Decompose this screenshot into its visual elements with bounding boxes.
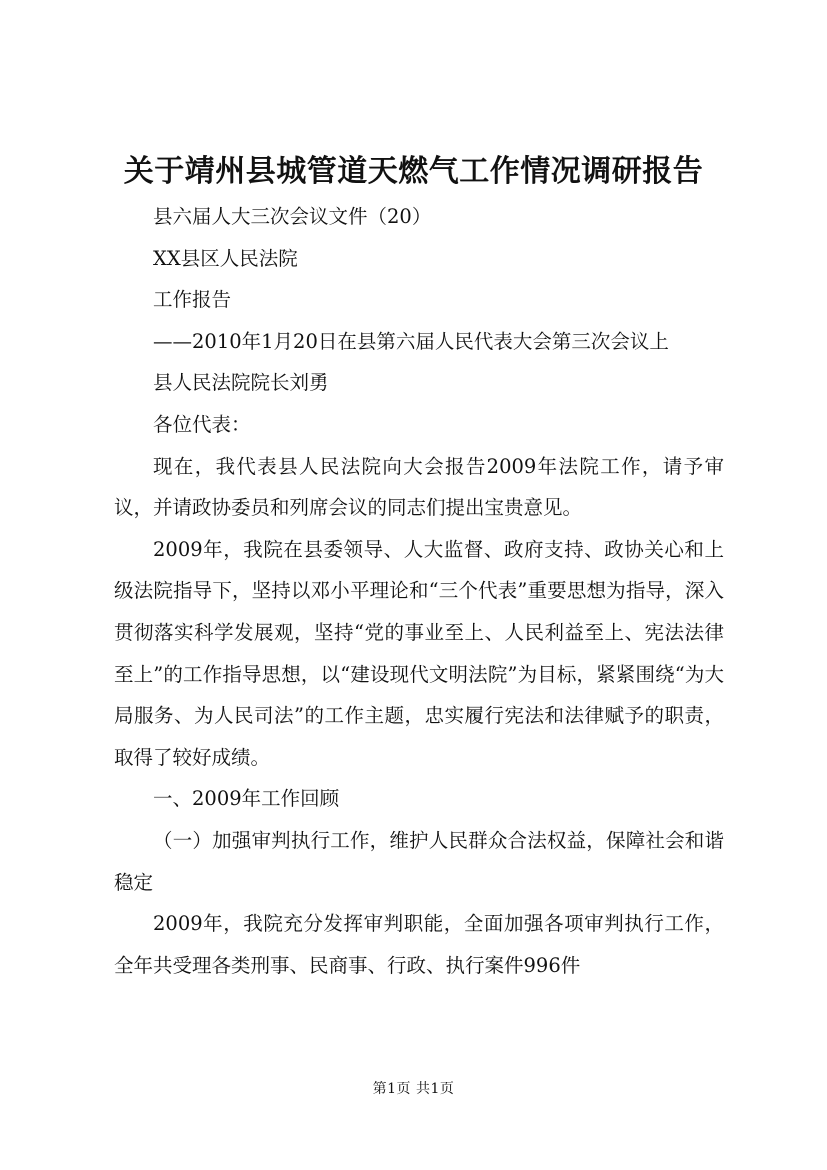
paragraph-date-line: ——2010年1月20日在县第六届人民代表大会第三次会议上 <box>153 329 669 353</box>
paragraph-salutation: 各位代表： <box>153 412 251 436</box>
paragraph-summary: 2009年，我院在县委领导、人大监督、政府支持、政协关心和上级法院指导下，坚持以邓小平理论和“三个代表”重要思想为指导，深入贯彻落实科学发展观，坚持“党的事业至上、人民利益至上、宪法法律至上”的工作指导思想，以“建设现代文明法院”为目标，紧紧围绕“为大局服务、为人民司法”的工作主题，忠实履行宪法和法律赋予的职责，取得了较好成绩。 <box>114 537 724 769</box>
page-footer: 第1页 共1页 <box>372 1081 455 1097</box>
paragraph-intro: 现在，我代表县人民法院向大会报告2009年法院工作，请予审议，并请政协委员和列席会议的同志们提出宝贵意见。 <box>114 454 724 520</box>
section-heading-review: 一、2009年工作回顾 <box>153 787 340 811</box>
paragraph-meeting-file: 县六届人大三次会议文件（20） <box>153 205 432 228</box>
document-body <box>114 196 724 986</box>
paragraph-speaker: 县人民法院院长刘勇 <box>153 371 329 395</box>
document-title: 关于靖州县城管道天燃气工作情况调研报告 <box>123 154 704 189</box>
subsection-heading-trial: （一）加强审判执行工作，维护人民群众合法权益，保障社会和谐稳定 <box>114 828 724 894</box>
paragraph-report-heading: 工作报告 <box>153 288 232 312</box>
paragraph-court-name: XX县区人民法院 <box>153 246 298 270</box>
paragraph-trial-work: 2009年，我院充分发挥审判职能，全面加强各项审判执行工作，全年共受理各类刑事、民商事、行政、执行案件996件 <box>114 912 724 977</box>
